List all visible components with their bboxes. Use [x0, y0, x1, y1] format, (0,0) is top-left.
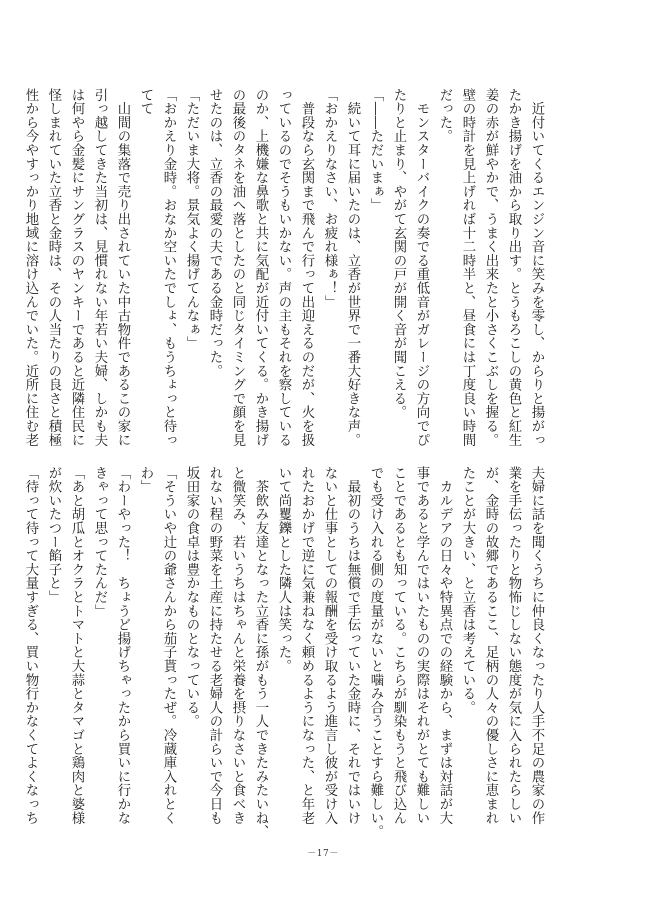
- top-text-line: せたのは、立香の最愛の夫である金時だった。: [207, 88, 222, 378]
- bottom-text-line: 業を手伝ったりと物怖じしない態度が気に入られたらしい: [506, 466, 521, 825]
- top-text-line: っているのでそうもいかない。声の主もそれを察している: [276, 88, 291, 447]
- bottom-text-line: いて尚矍鑠とした隣人は笑った。: [276, 466, 291, 673]
- top-text-line: は何やら金髪にサングラスのヤンキーであると近隣住民に: [69, 88, 84, 447]
- text-block-bottom: [19, 466, 548, 839]
- bottom-text-line: わ」: [138, 466, 153, 494]
- bottom-text-line: れたおかげで逆に気兼ねなく頼めるようになった、と年老: [299, 466, 314, 825]
- top-text-line: 姜の赤が鮮やかで、うまく出来たと小さくこぶしを握る。: [483, 88, 498, 447]
- bottom-text-line: きゃって思ってたんだ」: [92, 466, 107, 618]
- top-text-line: 性から今やすっかり地域に溶け込んでいた。近所に住む老: [23, 88, 38, 447]
- bottom-text-line: カルデアの日々や特異点での経験から、まずは対話が大: [437, 466, 452, 825]
- bottom-text-line: たことが大きい、と立香は考えている。: [460, 466, 475, 715]
- text-block-top: [19, 88, 548, 447]
- top-text-line: 「ただいま大将。景気よく揚げてんなぁ」: [184, 88, 199, 351]
- top-text-line: たかき揚げを油から取り出す。とうもろこしの黄色と紅生: [506, 88, 521, 447]
- top-text-line: のか、上機嫌な鼻歌と共に気配が近付いてくる。かき揚げ: [253, 88, 268, 447]
- bottom-text-line: 坂田家の食卓は豊かなものとなっている。: [184, 466, 199, 729]
- top-text-line: 「おかえり金時。おなか空いたでしょ、もうちょっと待っ: [161, 88, 176, 447]
- bottom-text-line: 「わーやった！ ちょうど揚げちゃったから買いに行かな: [115, 466, 130, 825]
- top-text-line: の最後のタネを油へ落としたのと同じタイミングで顔を見: [230, 88, 245, 447]
- bottom-text-line: が、金時の故郷であるここ、足柄の人々の優しさに恵まれ: [483, 466, 498, 825]
- top-text-line: 「――ただいまぁ」: [368, 88, 383, 213]
- page-number: －17－: [307, 849, 339, 859]
- top-text-line: 続いて耳に届いたのは、立香が世界で一番大好きな声。: [345, 88, 360, 447]
- bottom-text-line: れない程の野菜を土産に持たせる老婦人の計らいで今日も: [207, 466, 222, 825]
- bottom-text-line: 「待って待って大量すぎる、買い物行かなくてよくなっち: [23, 466, 38, 825]
- bottom-text-line: 事であると学んではいたものの実際はそれがとても難しい: [414, 466, 429, 825]
- top-text-line: たりと止まり、やがて玄関の戸が開く音が聞こえる。: [391, 88, 406, 420]
- bottom-text-line: 「そういや辻の爺さんから茄子貰ったぜ。冷蔵庫入れとく: [161, 466, 176, 825]
- top-text-line: 普段なら玄関まで飛んで行って出迎えるのだが、火を扱: [299, 88, 314, 447]
- bottom-text-line: 最初のうちは無償で手伝っていた金時に、それではいけ: [345, 466, 360, 825]
- top-text-line: 「おかえりなさい、お疲れ様ぁ！」: [322, 88, 337, 309]
- top-text-line: 怪しまれていた立香と金時は、その人当たりの良さと積極: [46, 88, 61, 447]
- bottom-text-line: と微笑み、若いうちはちゃんと栄養を摂りなさいと食べき: [230, 466, 245, 825]
- bottom-text-line: が炊いたつー餡子と」: [46, 466, 61, 604]
- top-text-line: モンスターバイクの奏でる重低音がガレージの方向でぴ: [414, 88, 429, 447]
- bottom-text-line: 夫婦に話を聞くうちに仲良くなったり人手不足の農家の作: [529, 466, 544, 825]
- bottom-text-line: ことであるとも知っている。こちらが馴染もうと飛び込ん: [391, 466, 406, 825]
- bottom-text-line: 「あと胡瓜とオクラとトマトと大蒜とタマゴと鶏肉と婆様: [69, 466, 84, 825]
- top-text-line: 近付いてくるエンジン音に笑みを零し、からりと揚がっ: [529, 88, 544, 447]
- top-text-line: 引っ越してきた当初は、見慣れない年若い夫婦、しかも夫: [92, 88, 107, 447]
- top-text-line: だった。: [437, 88, 452, 144]
- top-text-line: 壁の時計を見上げれば十二時半と、昼食には丁度良い時間: [460, 88, 475, 447]
- top-text-line: 山間の集落で売り出されていた中古物件であるこの家に: [115, 88, 130, 447]
- bottom-text-line: ないと仕事としての報酬を受け取るよう進言し彼が受け入: [322, 466, 337, 825]
- bottom-text-line: 茶飲み友達となった立香に孫がもう一人できたみたいね、: [253, 466, 268, 839]
- top-text-line: てて: [138, 88, 153, 116]
- bottom-text-line: でも受け入れる側の度量がないと噛み合うことすら難しい。: [368, 466, 383, 839]
